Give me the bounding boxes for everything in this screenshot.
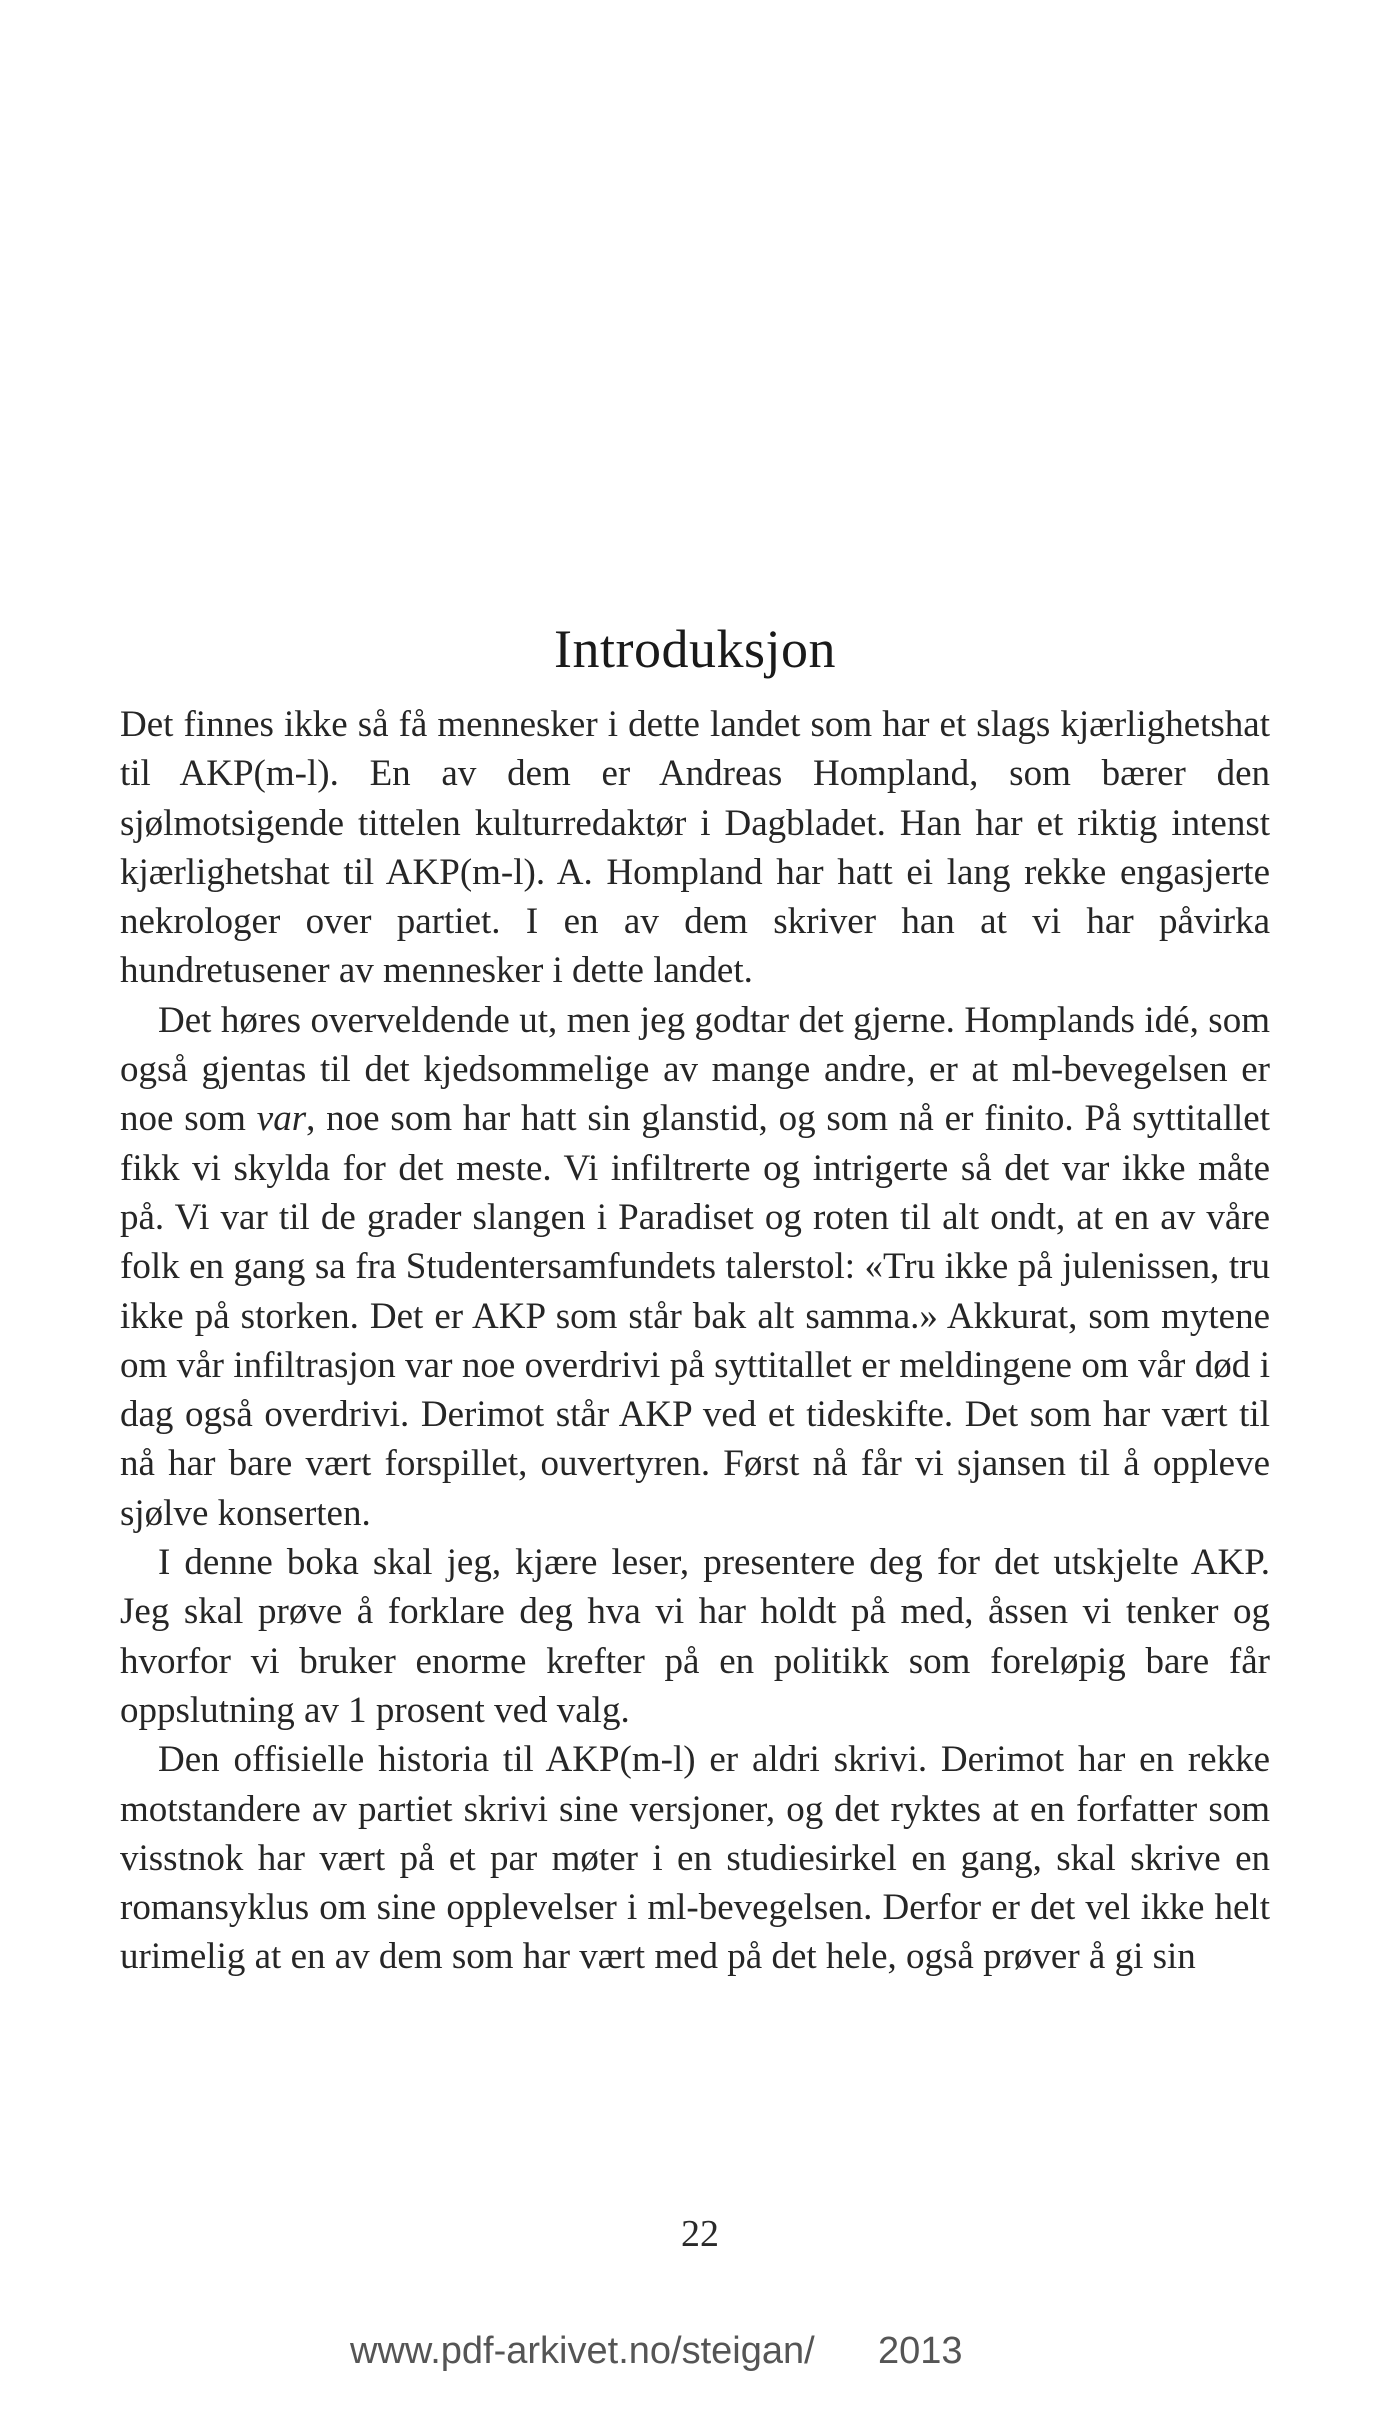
footer-year: 2013 — [878, 2330, 963, 2372]
paragraph-4: Den offisielle historia til AKP(m-l) er aldri skrivi. Derimot har en rekke motstandere av partiet skrivi sine versjoner, og det ryktes at en forfatter som visstnok har vært på et par møter i en studiesirkel en gang, skal skrive en romansyklus om sine opplevelser i ml-bevegelsen. Derfor er det vel ikke helt urimelig at en av dem som har vært med på det hele, også prøver å gi sin — [120, 1739, 1270, 1978]
paragraph-2-emphasis: var — [256, 1098, 307, 1140]
footer-url: www.pdf-arkivet.no/steigan/ — [350, 2330, 815, 2372]
page-number: 22 — [681, 2213, 719, 2255]
paragraph-1: Det finnes ikke så få mennesker i dette landet som har et slags kjærlighetshat til AKP(m-l). En av dem er Andreas Hompland, som bærer den sjølmotsigende tittelen kulturredaktør i Dagbladet. Han har et riktig intenst kjærlighetshat til AKP(m-l). A. Hompland har hatt ei lang rekke engasjerte nekrologer over partiet. I en av dem skriver han at vi har påvirka hundretusener av mennesker i dette landet. — [120, 704, 1270, 992]
paragraph-2-text-before: Det høres overveldende ut, men jeg godtar det gjerne. Homplands idé, som også gjentas til det kjedsommelige av mange andre, er at ml-bevegelsen er noe som — [120, 999, 1270, 1140]
chapter-title: Introduksjon — [554, 619, 836, 679]
paragraph-2-text-after: , noe som har hatt sin glanstid, og som nå er finito. På syttitallet fikk vi skylda for det meste. Vi infiltrerte og intrigerte så det var ikke måte på. Vi var til de grader slangen i Paradiset og roten til alt ondt, at en av våre folk en gang sa fra Studentersamfundets talerstol: «Tru ikke på julenissen, tru ikke på storken. Det er AKP som står bak alt samma.» Akkurat, som mytene om vår infiltrasjon var noe overdrivi på syttitallet er meldingene om vår død i dag også overdrivi. Derimot står AKP ved et tideskifte. Det som har vært til nå har bare vært forspillet, ouvertyren. Først nå får vi sjansen til å oppleve sjølve konserten. — [120, 1098, 1270, 1534]
footer-source — [350, 2330, 963, 2373]
body-text — [120, 700, 1270, 1982]
paragraph-3: I denne boka skal jeg, kjære leser, presentere deg for det utskjelte AKP. Jeg skal prøve å forklare deg hva vi har holdt på med, åssen vi tenker og hvorfor vi bruker enorme krefter på en politikk som foreløpig bare får oppslutning av 1 prosent ved valg. — [120, 1542, 1270, 1731]
paragraph-2 — [120, 996, 1270, 1538]
